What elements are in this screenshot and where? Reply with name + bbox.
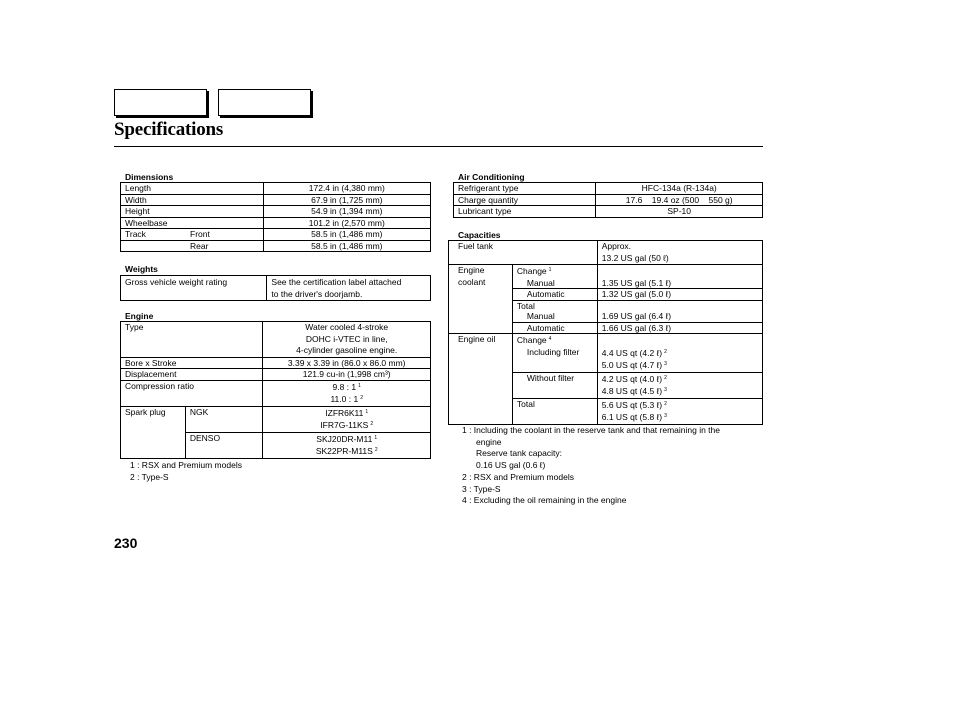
fuel-line: Approx. [601,241,632,251]
oil-value: 4.2 US qt (4.0 ℓ) [601,373,663,384]
footnote: 3 : Type-S [462,483,501,494]
oil-value: 5.6 US qt (5.3 ℓ) [601,399,663,410]
spec-label [512,347,597,373]
spec-value: 1.69 US gal (6.4 ℓ) [597,311,762,322]
spec-value: HFC-134a (R-134a) [596,183,763,195]
coolant-label: Engine [458,265,485,275]
table-row [121,183,431,195]
spec-value: 172.4 in (4,380 mm) [263,183,430,195]
spec-value: 1.32 US gal (5.0 ℓ) [597,289,762,301]
footnote-mark: 2 [664,374,667,381]
spec-label [512,334,597,347]
gvwr-line: See the certification label attached [271,277,402,287]
nav-tab-main-menu[interactable] [114,89,207,116]
spec-value [263,322,431,358]
footnote: 2 : Type-S [130,471,169,482]
spec-value: 1.66 US gal (6.3 ℓ) [597,322,762,334]
engine-type-line: DOHC i-VTEC in line, [305,333,388,344]
capacities-table [448,240,763,425]
weights-table [120,275,431,301]
engine-type-line: 4-cylinder gasoline engine. [296,345,398,355]
oil-value: 4.8 US qt (4.5 ℓ) [601,386,663,396]
spec-label [512,322,597,334]
spec-value [597,398,762,424]
air-conditioning-title: Air Conditioning [458,172,525,182]
automatic-label: Automatic [526,289,565,299]
footnote: 2 : RSX and Premium models [462,471,574,482]
spec-label: NGK [185,406,263,432]
spec-label: Gross vehicle weight rating [121,276,267,301]
spec-label: DENSO [185,432,263,458]
track-label: Track [125,229,146,239]
spec-value [267,276,431,301]
spec-label: Bore x Stroke [121,357,263,369]
spec-label: Total [512,398,597,424]
spec-label: Compression ratio [121,380,263,406]
table-row [121,322,431,358]
manual-label: Manual [526,311,555,321]
table-row [121,380,431,406]
left-footnotes [130,460,242,483]
table-row [449,334,763,347]
spec-value [263,380,431,406]
footnote: 0.16 US gal (0.6 ℓ) [476,460,546,471]
spec-value: 67.9 in (1,725 mm) [263,194,430,206]
table-row [121,194,431,206]
table-row [454,183,763,195]
table-row [121,276,431,301]
spec-label [512,289,597,301]
spec-value: 121.9 cu-in (1,998 cm³) [263,369,431,381]
spec-label: Length [121,183,264,195]
fuel-line: 13.2 US gal (50 ℓ) [601,252,669,263]
footnote-mark: 1 [358,382,361,389]
spec-value [597,265,762,278]
spec-label: Engine oil [449,334,513,425]
page-number: 230 [114,535,138,551]
without-filter-label: Without filter [526,372,575,383]
spec-value [597,334,762,347]
spec-value [263,432,431,458]
spec-label [512,265,597,278]
gvwr-line: to the driver's doorjamb. [271,289,363,299]
weights-title: Weights [125,264,158,274]
table-row [454,194,763,206]
footnote: 4 : Excluding the oil remaining in the engine [462,495,627,506]
rear-label: Rear [190,240,209,251]
spec-value [597,241,762,265]
spec-label: Refrigerant type [454,183,596,195]
spec-label: Type [121,322,263,358]
spec-value [597,347,762,373]
table-row [121,369,431,381]
table-row [121,206,431,218]
spec-label: Width [121,194,264,206]
plug-value: IZFR6K11 [325,407,364,418]
engine-table [120,321,431,459]
spec-label: Charge quantity [454,194,596,206]
oil-value: 6.1 US qt (5.8 ℓ) [601,412,663,422]
spec-label: Spark plug [121,406,186,458]
spec-label [512,278,597,289]
air-conditioning-table [453,182,763,218]
automatic-label: Automatic [526,322,565,333]
spec-value: SP-10 [596,206,763,218]
oil-value: 5.0 US qt (4.7 ℓ) [601,360,663,370]
change-label: Change [516,266,547,276]
table-row [121,229,431,241]
spec-value: 54.9 in (1,394 mm) [263,206,430,218]
plug-value: SKJ20DR-M11 [316,433,373,444]
table-row [121,406,431,432]
spec-label: Lubricant type [454,206,596,218]
nav-tab-index[interactable] [218,89,311,116]
spec-label [512,372,597,398]
spec-label [121,229,264,241]
spec-label: Height [121,206,264,218]
table-row [449,265,763,278]
spec-value: 1.35 US gal (5.1 ℓ) [597,278,762,289]
footnote-mark: 4 [548,336,552,342]
footnote-mark: 2 [664,348,667,355]
comp-value: 11.0 : 1 [330,394,359,404]
plug-value: SK22PR-M11S [315,446,373,456]
change-label: Change [516,335,547,345]
footnote-mark: 2 [360,395,363,401]
spec-label: Total [512,300,597,311]
capacities-title: Capacities [458,230,501,240]
spec-label: Fuel tank [449,241,598,265]
footnote: Reserve tank capacity: [476,448,562,459]
right-footnotes [462,425,720,507]
comp-value: 9.8 : 1 [332,381,357,392]
spec-label [449,265,513,334]
manual-label: Manual [526,277,555,288]
spec-value: 101.2 in (2,570 mm) [263,217,430,229]
table-row [454,206,763,218]
footnote-mark: 2 [370,421,374,427]
coolant-label: coolant [458,276,486,287]
spec-label [512,311,597,322]
footnote-mark: 2 [374,447,378,453]
footnote-mark: 3 [664,413,667,419]
footnote: 1 : Including the coolant in the reserve tank and that remaining in the [462,425,720,435]
plug-value: IFR7G-11KS [320,420,369,430]
front-label: Front [190,229,210,239]
footnote-mark: 1 [548,267,552,273]
dimensions-table [120,182,431,252]
dimensions-title: Dimensions [125,172,174,182]
table-row [121,217,431,229]
page-title: Specifications [114,119,224,140]
footnote-mark: 2 [664,400,667,407]
engine-type-line: Water cooled 4-stroke [305,322,389,332]
spec-value: 3.39 x 3.39 in (86.0 x 86.0 mm) [263,357,431,369]
footnote-mark: 1 [365,408,369,415]
title-divider [114,146,763,147]
spec-value: 17.6 19.4 oz (500 550 g) [596,194,763,206]
spec-value [597,300,762,311]
footnote-mark: 1 [374,434,378,441]
table-row [121,357,431,369]
footnote-mark: 3 [664,361,667,367]
spec-value: 58.5 in (1,486 mm) [263,240,430,252]
spec-label [121,240,264,252]
including-filter-label: Including filter [526,346,580,357]
engine-title: Engine [125,311,154,321]
footnote-mark: 3 [664,387,667,393]
table-row [449,241,763,265]
spec-value: 58.5 in (1,486 mm) [263,229,430,241]
footnote: engine [476,436,502,447]
spec-label: Wheelbase [121,217,264,229]
table-row [121,240,431,252]
spec-label: Displacement [121,369,263,381]
spec-value [263,406,431,432]
spec-value [597,372,762,398]
footnote: 1 : RSX and Premium models [130,460,242,470]
oil-value: 4.4 US qt (4.2 ℓ) [601,347,663,358]
